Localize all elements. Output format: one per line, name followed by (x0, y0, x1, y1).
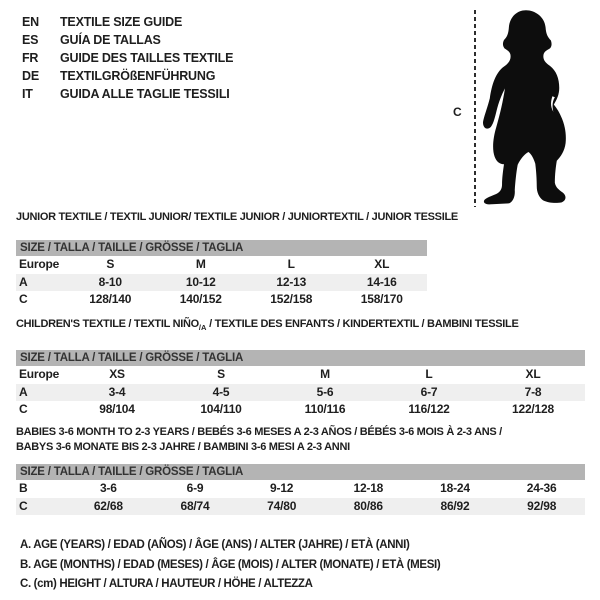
language-row (22, 13, 233, 31)
table-row (16, 291, 427, 309)
size-cell: 86/92 (440, 498, 470, 513)
size-table-babies (16, 425, 585, 515)
size-cell: XL (374, 257, 390, 271)
size-cell: 98/104 (99, 402, 135, 417)
size-cell: 18-24 (440, 481, 470, 495)
size-cell: 14-16 (366, 274, 397, 289)
size-cell: 24-36 (526, 481, 557, 495)
row-label: A (19, 384, 28, 399)
height-measure-line (474, 10, 476, 207)
table-title-part: BABYS 3-6 MONATE BIS 2-3 JAHRE / BAMBINI 3-6 MESI A 2-3 ANNI (16, 441, 350, 453)
language-code: IT (22, 87, 33, 101)
size-cell: 128/140 (89, 292, 132, 306)
size-cell: 62/68 (93, 498, 123, 513)
size-cell: 68/74 (180, 498, 210, 513)
language-guide-title: TEXTILGRÖßENFÜHRUNG (60, 69, 216, 83)
language-code: EN (22, 15, 39, 29)
height-measure-label: C (453, 105, 462, 119)
language-code: DE (22, 69, 39, 83)
language-guide-title: GUIDA ALLE TAGLIE TESSILI (60, 87, 230, 101)
table-row (16, 366, 585, 384)
size-cell: 6-9 (186, 481, 204, 495)
row-label: Europe (19, 367, 60, 382)
footnotes (20, 536, 440, 595)
size-cell: L (425, 367, 433, 382)
size-cell: 110/116 (304, 402, 346, 417)
size-header-bar: SIZE / TALLA / TAILLE / GRÖSSE / TAGLIA (16, 350, 585, 366)
size-cell: 152/158 (270, 292, 313, 306)
language-row (22, 31, 233, 49)
row-label: Europe (19, 257, 60, 271)
language-code: FR (22, 51, 39, 65)
table-title-part: / TEXTILE DES ENFANTS / KINDERTEXTIL / BAMBINI TESSILE (206, 318, 519, 330)
language-guide-title: GUÍA DE TALLAS (60, 33, 161, 47)
footnote-line: C. (cm) HEIGHT / ALTURA / HAUTEUR / HÖHE / ALTEZZA (20, 578, 313, 590)
row-label: B (19, 481, 28, 495)
size-cell: 92/98 (527, 498, 557, 513)
size-table-children (16, 317, 585, 419)
size-header-bar: SIZE / TALLA / TAILLE / GRÖSSE / TAGLIA (16, 464, 585, 480)
size-cell: 4-5 (212, 384, 230, 399)
row-label: A (19, 274, 28, 289)
size-cell: 8-10 (98, 274, 122, 289)
language-code: ES (22, 33, 39, 47)
size-cell: M (320, 367, 330, 382)
language-row (22, 85, 233, 103)
size-cell: 12-13 (276, 274, 307, 289)
size-cell: 140/152 (179, 292, 222, 306)
size-cell: 74/80 (267, 498, 297, 513)
size-cell: 158/170 (360, 292, 403, 306)
size-cell: XS (109, 367, 125, 382)
table-row (16, 256, 427, 274)
size-header-bar: SIZE / TALLA / TAILLE / GRÖSSE / TAGLIA (16, 240, 427, 256)
footnote-line: B. AGE (MONTHS) / EDAD (MESES) / ÂGE (MOIS) / ALTER (MONATE) / ETÀ (MESI) (20, 558, 441, 571)
size-cell: 3-4 (108, 384, 126, 399)
table-title (16, 210, 458, 225)
row-label: C (19, 498, 28, 513)
size-cell: XL (525, 367, 541, 382)
size-cell: 3-6 (99, 481, 117, 495)
size-cell: 12-18 (353, 481, 384, 495)
table-row (16, 274, 427, 292)
table-row (16, 384, 585, 402)
table-title-part: CHILDREN'S TEXTILE / TEXTIL NIÑO (16, 318, 199, 330)
toddler-silhouette-icon (482, 8, 570, 206)
size-cell: S (106, 257, 115, 271)
language-guide (22, 13, 233, 103)
size-cell: 9-12 (270, 481, 294, 495)
table-title (16, 425, 585, 455)
size-cell: 116/122 (408, 402, 450, 417)
language-row (22, 67, 233, 85)
size-table-junior (16, 210, 458, 309)
row-label: C (19, 292, 28, 306)
table-title-part: JUNIOR TEXTILE / TEXTIL JUNIOR/ TEXTILE JUNIOR / JUNIORTEXTIL / JUNIOR TESSILE (16, 211, 458, 223)
size-cell: 7-8 (524, 384, 542, 399)
size-cell: M (195, 257, 206, 271)
size-cell: 104/110 (200, 402, 242, 417)
table-row (16, 498, 585, 516)
language-guide-title: TEXTILE SIZE GUIDE (60, 15, 183, 29)
size-cell: L (287, 257, 295, 271)
size-cell: 6-7 (420, 384, 438, 399)
table-row (16, 480, 585, 498)
language-row (22, 49, 233, 67)
size-cell: 80/86 (353, 498, 383, 513)
footnote-line: A. AGE (YEARS) / EDAD (AÑOS) / ÂGE (ANS) / ALTER (JAHRE) / ETÀ (ANNI) (20, 539, 410, 551)
size-cell: 5-6 (316, 384, 334, 399)
language-guide-title: GUIDE DES TAILLES TEXTILE (60, 51, 234, 65)
size-cell: S (217, 367, 225, 382)
table-title (16, 317, 585, 335)
table-row (16, 401, 585, 419)
row-label: C (19, 402, 28, 417)
table-title-part: BABIES 3-6 MONTH TO 2-3 YEARS / BEBÉS 3-6 MESES A 2-3 AÑOS / BÉBÉS 3-6 MOIS À 2-3 ANS / (16, 426, 502, 438)
table-title-part: /A (198, 323, 207, 333)
size-cell: 122/128 (512, 402, 554, 417)
size-cell: 10-12 (185, 274, 216, 289)
